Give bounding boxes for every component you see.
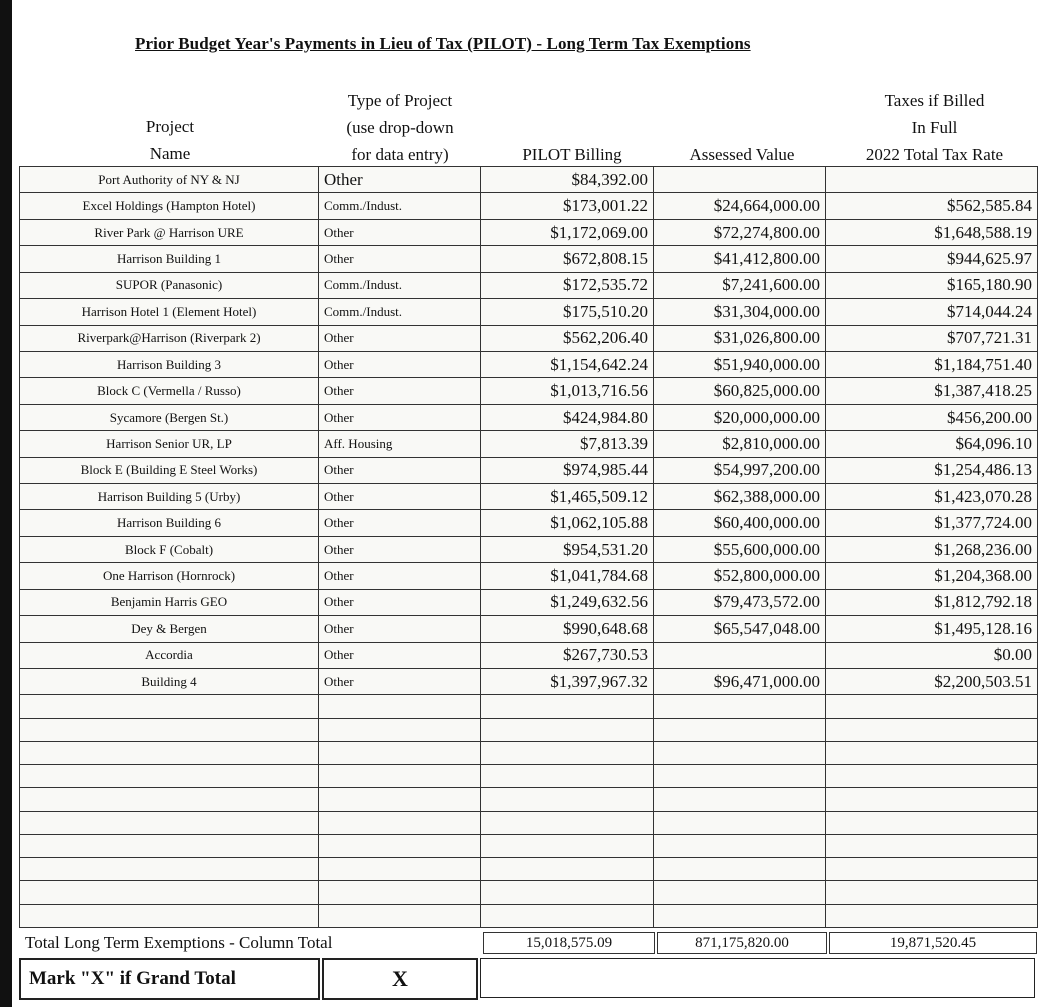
taxes-full-cell: $707,721.31 xyxy=(826,325,1038,351)
header-assessed-value: Assessed Value xyxy=(689,145,795,164)
project-name-cell: River Park @ Harrison URE xyxy=(20,219,319,245)
empty-table-row xyxy=(20,788,1038,811)
table-row xyxy=(20,325,1038,351)
page-title: Prior Budget Year's Payments in Lieu of Tax (PILOT) - Long Term Tax Exemptions xyxy=(135,34,751,53)
project-type-cell[interactable]: Comm./Indust. xyxy=(319,193,481,219)
empty-cell[interactable] xyxy=(654,788,826,811)
column-total-row xyxy=(19,930,1037,956)
project-type-cell[interactable]: Other xyxy=(319,457,481,483)
project-name-cell: Harrison Building 3 xyxy=(20,351,319,377)
header-line: 2022 Total Tax Rate xyxy=(865,145,1004,164)
table-row xyxy=(20,431,1038,457)
grand-total-row xyxy=(19,958,1037,1000)
taxes-full-cell: $1,648,588.19 xyxy=(826,219,1038,245)
empty-cell[interactable] xyxy=(481,811,654,834)
project-name-cell: Sycamore (Bergen St.) xyxy=(20,404,319,430)
pilot-billing-cell: $954,531.20 xyxy=(481,536,654,562)
taxes-full-cell: $1,268,236.00 xyxy=(826,536,1038,562)
table-row xyxy=(20,404,1038,430)
grand-total-mark-box[interactable] xyxy=(322,958,478,1000)
taxes-full-cell: $1,184,751.40 xyxy=(826,351,1038,377)
empty-cell[interactable] xyxy=(481,741,654,764)
pilot-billing-cell: $1,465,509.12 xyxy=(481,484,654,510)
empty-cell[interactable] xyxy=(654,718,826,741)
empty-cell[interactable] xyxy=(654,904,826,927)
header-taxes-full xyxy=(832,87,1037,168)
empty-cell[interactable] xyxy=(654,695,826,718)
pilot-billing-cell: $990,648.68 xyxy=(481,616,654,642)
empty-cell[interactable] xyxy=(20,788,319,811)
project-name-cell: Benjamin Harris GEO xyxy=(20,589,319,615)
pilot-billing-cell: $1,397,967.32 xyxy=(481,669,654,695)
empty-cell[interactable] xyxy=(481,904,654,927)
assessed-value-cell: $2,810,000.00 xyxy=(654,431,826,457)
assessed-value-cell: $62,388,000.00 xyxy=(654,484,826,510)
assessed-value-cell: $20,000,000.00 xyxy=(654,404,826,430)
pilot-billing-cell: $1,013,716.56 xyxy=(481,378,654,404)
assessed-value-cell: $54,997,200.00 xyxy=(654,457,826,483)
pilot-billing-cell: $175,510.20 xyxy=(481,299,654,325)
assessed-value-cell xyxy=(654,167,826,193)
assessed-value-cell: $41,412,800.00 xyxy=(654,246,826,272)
empty-cell[interactable] xyxy=(20,741,319,764)
pilot-billing-cell: $267,730.53 xyxy=(481,642,654,668)
empty-cell[interactable] xyxy=(319,858,481,881)
project-type-cell[interactable]: Other xyxy=(319,484,481,510)
project-type-cell[interactable]: Other xyxy=(319,167,481,193)
project-name-cell: Block F (Cobalt) xyxy=(20,536,319,562)
assessed-value-cell: $60,825,000.00 xyxy=(654,378,826,404)
table-row xyxy=(20,510,1038,536)
table-row xyxy=(20,246,1038,272)
pilot-billing-cell: $672,808.15 xyxy=(481,246,654,272)
empty-cell[interactable] xyxy=(654,811,826,834)
empty-cell[interactable] xyxy=(654,858,826,881)
empty-cell[interactable] xyxy=(481,718,654,741)
project-type-cell[interactable]: Other xyxy=(319,589,481,615)
empty-cell[interactable] xyxy=(826,811,1038,834)
table-row xyxy=(20,351,1038,377)
project-type-cell[interactable]: Aff. Housing xyxy=(319,431,481,457)
project-type-cell[interactable]: Other xyxy=(319,325,481,351)
table-row xyxy=(20,219,1038,245)
empty-table-row xyxy=(20,741,1038,764)
empty-cell[interactable] xyxy=(319,881,481,904)
table-row xyxy=(20,669,1038,695)
empty-cell[interactable] xyxy=(319,904,481,927)
header-line: In Full xyxy=(911,118,958,137)
empty-cell[interactable] xyxy=(654,741,826,764)
grand-total-label: Mark "X" if Grand Total xyxy=(29,968,236,989)
column-total-label: Total Long Term Exemptions - Column Total xyxy=(25,933,333,952)
project-type-cell[interactable]: Other xyxy=(319,351,481,377)
empty-cell[interactable] xyxy=(826,695,1038,718)
taxes-full-cell: $2,200,503.51 xyxy=(826,669,1038,695)
taxes-full-cell: $1,377,724.00 xyxy=(826,510,1038,536)
project-type-cell[interactable]: Other xyxy=(319,246,481,272)
taxes-full-cell: $64,096.10 xyxy=(826,431,1038,457)
assessed-value-cell: $72,274,800.00 xyxy=(654,219,826,245)
pilot-billing-cell: $84,392.00 xyxy=(481,167,654,193)
empty-cell[interactable] xyxy=(319,741,481,764)
taxes-full-cell: $1,387,418.25 xyxy=(826,378,1038,404)
header-line: Type of Project xyxy=(347,91,453,110)
pilot-billing-cell: $172,535.72 xyxy=(481,272,654,298)
table-row xyxy=(20,167,1038,193)
empty-cell[interactable] xyxy=(319,834,481,857)
empty-cell[interactable] xyxy=(826,788,1038,811)
project-type-cell[interactable]: Other xyxy=(319,616,481,642)
empty-cell[interactable] xyxy=(826,858,1038,881)
grand-total-label-box xyxy=(19,958,320,1000)
project-name-cell: Excel Holdings (Hampton Hotel) xyxy=(20,193,319,219)
project-type-cell[interactable]: Other xyxy=(319,642,481,668)
pilot-billing-cell: $173,001.22 xyxy=(481,193,654,219)
header-line: Project xyxy=(145,117,195,136)
project-type-cell[interactable]: Other xyxy=(319,536,481,562)
empty-cell[interactable] xyxy=(481,834,654,857)
empty-cell[interactable] xyxy=(319,788,481,811)
project-type-cell[interactable]: Other xyxy=(319,510,481,536)
project-name-cell: One Harrison (Hornrock) xyxy=(20,563,319,589)
empty-cell[interactable] xyxy=(826,718,1038,741)
pilot-billing-cell: $424,984.80 xyxy=(481,404,654,430)
project-type-cell[interactable]: Other xyxy=(319,378,481,404)
header-line: Taxes if Billed xyxy=(884,91,985,110)
empty-cell[interactable] xyxy=(20,718,319,741)
project-name-cell: Harrison Senior UR, LP xyxy=(20,431,319,457)
empty-cell[interactable] xyxy=(654,834,826,857)
assessed-value-cell xyxy=(654,642,826,668)
assessed-value-cell: $96,471,000.00 xyxy=(654,669,826,695)
assessed-value-cell: $7,241,600.00 xyxy=(654,272,826,298)
pilot-billing-cell: $1,154,642.24 xyxy=(481,351,654,377)
project-name-cell: Port Authority of NY & NJ xyxy=(20,167,319,193)
empty-cell[interactable] xyxy=(826,765,1038,788)
project-type-cell[interactable]: Other xyxy=(319,219,481,245)
total-taxes-full: 19,871,520.45 xyxy=(829,932,1037,954)
taxes-full-cell: $1,204,368.00 xyxy=(826,563,1038,589)
empty-table-row xyxy=(20,881,1038,904)
taxes-full-cell xyxy=(826,167,1038,193)
project-name-cell: Building 4 xyxy=(20,669,319,695)
header-type xyxy=(315,87,485,168)
empty-cell[interactable] xyxy=(319,718,481,741)
total-assessed-value: 871,175,820.00 xyxy=(657,932,827,954)
empty-cell[interactable] xyxy=(481,788,654,811)
empty-cell[interactable] xyxy=(826,834,1038,857)
project-name-cell: Harrison Hotel 1 (Element Hotel) xyxy=(20,299,319,325)
empty-table-row xyxy=(20,858,1038,881)
header-pilot-billing: PILOT Billing xyxy=(522,145,622,164)
empty-cell[interactable] xyxy=(654,765,826,788)
table-row xyxy=(20,484,1038,510)
pilot-billing-cell: $974,985.44 xyxy=(481,457,654,483)
taxes-full-cell: $562,585.84 xyxy=(826,193,1038,219)
empty-cell[interactable] xyxy=(826,881,1038,904)
taxes-full-cell: $1,423,070.28 xyxy=(826,484,1038,510)
empty-cell[interactable] xyxy=(826,741,1038,764)
header-line: for data entry) xyxy=(351,145,449,164)
project-name-cell: Riverpark@Harrison (Riverpark 2) xyxy=(20,325,319,351)
table-row xyxy=(20,563,1038,589)
table-row xyxy=(20,299,1038,325)
project-type-cell[interactable]: Other xyxy=(319,404,481,430)
assessed-value-cell: $51,940,000.00 xyxy=(654,351,826,377)
pilot-billing-cell: $1,041,784.68 xyxy=(481,563,654,589)
header-line: (use drop-down xyxy=(346,118,454,137)
table-row xyxy=(20,642,1038,668)
table-row xyxy=(20,589,1038,615)
pilot-billing-cell: $1,172,069.00 xyxy=(481,219,654,245)
pilot-billing-cell: $1,062,105.88 xyxy=(481,510,654,536)
project-type-cell[interactable]: Comm./Indust. xyxy=(319,272,481,298)
empty-cell[interactable] xyxy=(20,834,319,857)
pilot-table xyxy=(19,166,1038,928)
header-project-name xyxy=(100,113,240,167)
taxes-full-cell: $944,625.97 xyxy=(826,246,1038,272)
table-row xyxy=(20,616,1038,642)
total-pilot-billing: 15,018,575.09 xyxy=(483,932,655,954)
project-name-cell: Block E (Building E Steel Works) xyxy=(20,457,319,483)
empty-table-row xyxy=(20,765,1038,788)
assessed-value-cell: $65,547,048.00 xyxy=(654,616,826,642)
table-row xyxy=(20,457,1038,483)
pilot-billing-cell: $562,206.40 xyxy=(481,325,654,351)
empty-cell[interactable] xyxy=(481,858,654,881)
project-name-cell: Block C (Vermella / Russo) xyxy=(20,378,319,404)
empty-table-row xyxy=(20,811,1038,834)
table-row xyxy=(20,378,1038,404)
empty-cell[interactable] xyxy=(319,811,481,834)
empty-table-row xyxy=(20,834,1038,857)
assessed-value-cell: $31,026,800.00 xyxy=(654,325,826,351)
taxes-full-cell: $165,180.90 xyxy=(826,272,1038,298)
assessed-value-cell: $55,600,000.00 xyxy=(654,536,826,562)
empty-table-row xyxy=(20,718,1038,741)
empty-cell[interactable] xyxy=(481,695,654,718)
empty-cell[interactable] xyxy=(826,904,1038,927)
table-row xyxy=(20,193,1038,219)
project-name-cell: Harrison Building 6 xyxy=(20,510,319,536)
grand-total-empty-box xyxy=(480,958,1035,998)
empty-cell[interactable] xyxy=(20,811,319,834)
table-row xyxy=(20,536,1038,562)
assessed-value-cell: $60,400,000.00 xyxy=(654,510,826,536)
empty-cell[interactable] xyxy=(20,881,319,904)
project-name-cell: SUPOR (Panasonic) xyxy=(20,272,319,298)
empty-cell[interactable] xyxy=(20,858,319,881)
taxes-full-cell: $0.00 xyxy=(826,642,1038,668)
project-name-cell: Dey & Bergen xyxy=(20,616,319,642)
empty-cell[interactable] xyxy=(481,881,654,904)
empty-table-row xyxy=(20,904,1038,927)
empty-cell[interactable] xyxy=(20,765,319,788)
taxes-full-cell: $1,254,486.13 xyxy=(826,457,1038,483)
project-type-cell[interactable]: Comm./Indust. xyxy=(319,299,481,325)
empty-cell[interactable] xyxy=(319,765,481,788)
empty-cell[interactable] xyxy=(20,904,319,927)
empty-cell[interactable] xyxy=(20,695,319,718)
empty-table-row xyxy=(20,695,1038,718)
page-edge xyxy=(0,0,12,1007)
empty-cell[interactable] xyxy=(319,695,481,718)
pilot-billing-cell: $1,249,632.56 xyxy=(481,589,654,615)
table-row xyxy=(20,272,1038,298)
grand-total-mark: X xyxy=(392,966,408,991)
taxes-full-cell: $1,495,128.16 xyxy=(826,616,1038,642)
project-type-cell[interactable]: Other xyxy=(319,669,481,695)
empty-cell[interactable] xyxy=(481,765,654,788)
pilot-billing-cell: $7,813.39 xyxy=(481,431,654,457)
taxes-full-cell: $714,044.24 xyxy=(826,299,1038,325)
project-name-cell: Accordia xyxy=(20,642,319,668)
assessed-value-cell: $79,473,572.00 xyxy=(654,589,826,615)
assessed-value-cell: $52,800,000.00 xyxy=(654,563,826,589)
empty-cell[interactable] xyxy=(654,881,826,904)
project-name-cell: Harrison Building 5 (Urby) xyxy=(20,484,319,510)
taxes-full-cell: $456,200.00 xyxy=(826,404,1038,430)
assessed-value-cell: $31,304,000.00 xyxy=(654,299,826,325)
header-line: Name xyxy=(149,144,191,163)
project-type-cell[interactable]: Other xyxy=(319,563,481,589)
project-name-cell: Harrison Building 1 xyxy=(20,246,319,272)
taxes-full-cell: $1,812,792.18 xyxy=(826,589,1038,615)
assessed-value-cell: $24,664,000.00 xyxy=(654,193,826,219)
